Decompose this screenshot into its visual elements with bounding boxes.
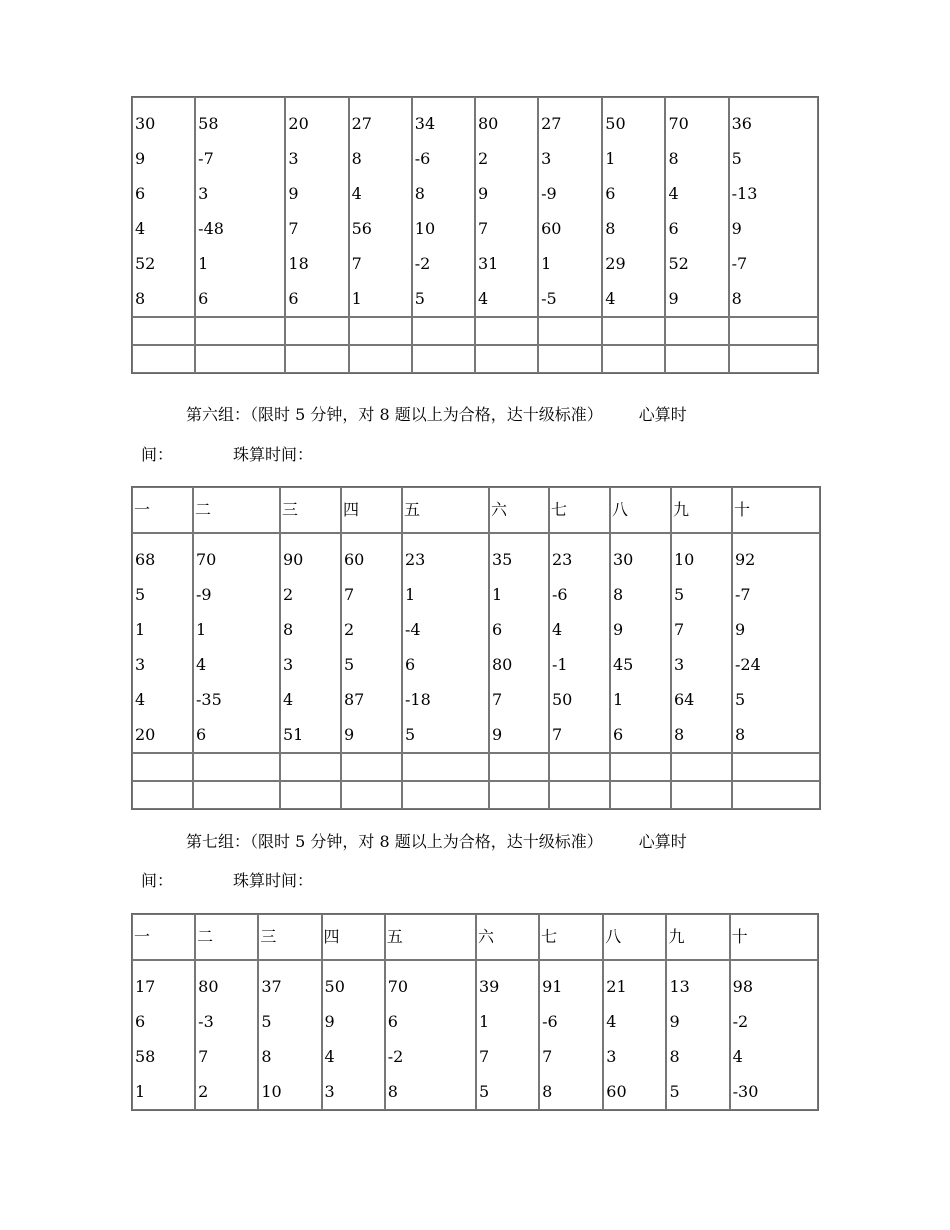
- problem-number: -6: [552, 585, 568, 604]
- answer-cell[interactable]: [285, 317, 348, 345]
- answer-cell[interactable]: [195, 345, 285, 373]
- problem-number: 10: [261, 1082, 282, 1101]
- problem-number: 18: [288, 254, 309, 273]
- problem-number: 36: [731, 114, 752, 133]
- problem-number: 5: [669, 1082, 680, 1101]
- problem-number: 8: [283, 620, 294, 639]
- problem-cell: [603, 960, 666, 1110]
- mental-time-label: 心算时: [638, 405, 687, 424]
- answer-cell[interactable]: [402, 753, 489, 781]
- problem-number: -2: [387, 1047, 404, 1066]
- problem-number: 80: [492, 655, 513, 674]
- problem-number: 3: [283, 655, 294, 674]
- column-header: 二: [193, 487, 280, 533]
- problem-number: 7: [674, 620, 685, 639]
- answer-cell[interactable]: [665, 317, 728, 345]
- problem-number: 50: [324, 977, 345, 996]
- answer-cell[interactable]: [602, 345, 665, 373]
- problem-cell: [195, 960, 258, 1110]
- problem-number: 1: [351, 289, 362, 308]
- problem-number: 8: [605, 219, 616, 238]
- problem-number: 8: [731, 289, 742, 308]
- problem-number: 17: [135, 977, 156, 996]
- problem-cell: [132, 97, 195, 317]
- problem-number: 90: [283, 550, 304, 569]
- answer-cell[interactable]: [412, 345, 475, 373]
- numbers-row: [132, 533, 820, 753]
- problem-number: 2: [477, 149, 489, 168]
- problem-number: 56: [351, 219, 372, 238]
- column-header: 六: [476, 914, 539, 960]
- problem-number: 6: [492, 620, 503, 639]
- problem-number: 60: [606, 1082, 627, 1101]
- problem-cell: [258, 960, 321, 1110]
- problem-number: 4: [732, 1047, 743, 1066]
- problem-number: 3: [674, 655, 685, 674]
- column-header: 九: [666, 914, 729, 960]
- problem-cell: [280, 533, 341, 753]
- problem-number: 4: [606, 1012, 617, 1031]
- problem-number: 3: [198, 184, 209, 203]
- problem-cell: [730, 960, 818, 1110]
- problem-number: 5: [674, 585, 685, 604]
- answer-cell[interactable]: [341, 781, 402, 809]
- problem-number: 8: [669, 1047, 680, 1066]
- problem-number: 3: [541, 149, 552, 168]
- problem-number: 7: [477, 219, 489, 238]
- answer-cell[interactable]: [402, 781, 489, 809]
- problem-number: 9: [477, 184, 489, 203]
- column-header: 十: [730, 914, 818, 960]
- problem-number: 21: [606, 977, 627, 996]
- group7-time-line: [141, 868, 313, 891]
- group5-table: [131, 96, 819, 374]
- column-header: 四: [322, 914, 385, 960]
- problem-number: 92: [735, 550, 756, 569]
- problem-number: -3: [198, 1012, 214, 1031]
- problem-number: 70: [668, 114, 689, 133]
- answer-cell[interactable]: [280, 781, 341, 809]
- problem-number: 9: [492, 725, 503, 744]
- problem-number: 6: [196, 725, 207, 744]
- mental-time-label-cont: 间：: [141, 445, 174, 464]
- problem-number: 7: [492, 690, 503, 709]
- problem-number: 35: [492, 550, 513, 569]
- problem-cell: [729, 97, 818, 317]
- problem-number: 7: [351, 254, 362, 273]
- problem-number: 7: [542, 1047, 553, 1066]
- answer-cell[interactable]: [732, 781, 820, 809]
- problem-number: 60: [541, 219, 562, 238]
- problem-cell: [549, 533, 610, 753]
- column-header: 六: [489, 487, 549, 533]
- answer-cell[interactable]: [538, 345, 602, 373]
- group6-title: 第六组：（限时 5 分钟，对 8 题以上为合格，达十级标准）: [186, 405, 603, 424]
- problem-number: 70: [196, 550, 217, 569]
- column-header: 二: [195, 914, 258, 960]
- problem-number: 6: [668, 219, 679, 238]
- answer-cell[interactable]: [193, 753, 280, 781]
- problem-number: 3: [606, 1047, 617, 1066]
- problem-number: -2: [732, 1012, 749, 1031]
- answer-row: [132, 345, 818, 373]
- problem-number: 6: [605, 184, 616, 203]
- problem-number: -1: [552, 655, 568, 674]
- answer-cell[interactable]: [132, 345, 195, 373]
- problem-number: 10: [414, 219, 436, 238]
- problem-number: 68: [135, 550, 156, 569]
- column-header: 一: [132, 487, 193, 533]
- problem-number: 4: [135, 219, 146, 238]
- problem-cell: [665, 97, 728, 317]
- problem-number: -48: [198, 219, 224, 238]
- problem-number: 30: [135, 114, 156, 133]
- numbers-row: [132, 97, 818, 317]
- answer-cell[interactable]: [538, 317, 602, 345]
- header-row: [132, 914, 818, 960]
- problem-number: 7: [288, 219, 299, 238]
- column-header: 五: [402, 487, 489, 533]
- problem-number: 3: [135, 655, 146, 674]
- problem-number: 6: [405, 655, 416, 674]
- problem-number: -30: [732, 1082, 759, 1101]
- problem-number: 8: [351, 149, 362, 168]
- problem-number: 4: [477, 289, 489, 308]
- problem-number: 5: [405, 725, 416, 744]
- problem-number: 70: [387, 977, 409, 996]
- problem-number: 1: [492, 585, 503, 604]
- problem-cell: [132, 960, 195, 1110]
- header-row: [132, 487, 820, 533]
- problem-cell: [285, 97, 348, 317]
- answer-cell[interactable]: [610, 753, 671, 781]
- problem-number: 6: [387, 1012, 398, 1031]
- problem-number: 6: [288, 289, 299, 308]
- problem-cell: [195, 97, 285, 317]
- problem-number: 20: [288, 114, 309, 133]
- problem-number: 6: [135, 184, 146, 203]
- problem-number: 1: [196, 620, 207, 639]
- problem-number: 34: [414, 114, 436, 133]
- group7-heading: [186, 832, 687, 852]
- problem-number: 8: [414, 184, 425, 203]
- problem-number: 7: [552, 725, 563, 744]
- problem-number: 9: [135, 149, 146, 168]
- problem-number: 9: [288, 184, 299, 203]
- problem-number: 5: [414, 289, 425, 308]
- problem-number: 1: [135, 1082, 146, 1101]
- problem-cell: [402, 533, 489, 753]
- answer-cell[interactable]: [349, 345, 412, 373]
- problem-number: 60: [344, 550, 365, 569]
- problem-number: 80: [198, 977, 219, 996]
- problem-number: 98: [732, 977, 753, 996]
- answer-cell[interactable]: [412, 317, 475, 345]
- answer-cell[interactable]: [475, 317, 538, 345]
- problem-number: 5: [135, 585, 146, 604]
- problem-number: 9: [669, 1012, 680, 1031]
- problem-number: 52: [135, 254, 156, 273]
- problem-number: -35: [196, 690, 222, 709]
- answer-cell[interactable]: [489, 781, 549, 809]
- problem-number: 91: [542, 977, 563, 996]
- problem-number: 9: [613, 620, 624, 639]
- group7-title: 第七组：（限时 5 分钟，对 8 题以上为合格，达十级标准）: [186, 832, 603, 851]
- answer-cell[interactable]: [285, 345, 348, 373]
- problem-cell: [476, 960, 539, 1110]
- column-header: 十: [732, 487, 820, 533]
- column-header: 三: [280, 487, 341, 533]
- problem-number: 8: [674, 725, 685, 744]
- abacus-time-label: 珠算时间：: [233, 871, 314, 890]
- problem-number: 1: [135, 620, 146, 639]
- problem-number: 30: [613, 550, 634, 569]
- column-header: 八: [603, 914, 666, 960]
- problem-number: 8: [387, 1082, 398, 1101]
- answer-row: [132, 317, 818, 345]
- answer-cell[interactable]: [549, 753, 610, 781]
- problem-number: 3: [288, 149, 299, 168]
- problem-cell: [193, 533, 280, 753]
- answer-cell[interactable]: [132, 781, 193, 809]
- problem-cell: [385, 960, 476, 1110]
- problem-number: 1: [605, 149, 616, 168]
- problem-number: 5: [731, 149, 742, 168]
- answer-cell[interactable]: [193, 781, 280, 809]
- group6-heading: [186, 405, 687, 425]
- problem-cell: [341, 533, 402, 753]
- answer-cell[interactable]: [610, 781, 671, 809]
- problem-number: 6: [613, 725, 624, 744]
- problem-number: -9: [196, 585, 212, 604]
- problem-cell: [610, 533, 671, 753]
- problem-number: 6: [198, 289, 209, 308]
- problem-cell: [538, 97, 602, 317]
- abacus-time-label: 珠算时间：: [233, 445, 314, 464]
- problem-number: 5: [261, 1012, 272, 1031]
- problem-number: 29: [605, 254, 626, 273]
- problem-number: 9: [731, 219, 742, 238]
- problem-number: -7: [735, 585, 751, 604]
- column-header: 七: [549, 487, 610, 533]
- problem-cell: [475, 97, 538, 317]
- problem-number: 2: [344, 620, 355, 639]
- answer-cell[interactable]: [665, 345, 728, 373]
- problem-number: 1: [478, 1012, 490, 1031]
- problem-number: 58: [198, 114, 219, 133]
- group7-table: [131, 913, 819, 1111]
- problem-number: 87: [344, 690, 365, 709]
- problem-number: 7: [198, 1047, 209, 1066]
- answer-cell[interactable]: [671, 753, 732, 781]
- problem-number: 2: [198, 1082, 209, 1101]
- problem-number: 5: [478, 1082, 490, 1101]
- answer-cell[interactable]: [349, 317, 412, 345]
- answer-row: [132, 781, 820, 809]
- problem-number: -9: [541, 184, 557, 203]
- problem-cell: [132, 533, 193, 753]
- answer-cell[interactable]: [549, 781, 610, 809]
- problem-number: 1: [405, 585, 416, 604]
- column-header: 八: [610, 487, 671, 533]
- problem-number: 9: [735, 620, 746, 639]
- problem-cell: [412, 97, 475, 317]
- problem-cell: [732, 533, 820, 753]
- column-header: 九: [671, 487, 732, 533]
- problem-number: 27: [351, 114, 372, 133]
- problem-number: 5: [344, 655, 355, 674]
- answer-cell[interactable]: [132, 317, 195, 345]
- problem-number: 4: [605, 289, 616, 308]
- problem-number: 1: [198, 254, 209, 273]
- problem-number: 4: [351, 184, 362, 203]
- answer-cell[interactable]: [341, 753, 402, 781]
- problem-cell: [602, 97, 665, 317]
- numbers-row: [132, 960, 818, 1110]
- problem-number: 20: [135, 725, 156, 744]
- problem-number: -13: [731, 184, 758, 203]
- problem-number: 4: [283, 690, 294, 709]
- problem-number: 6: [135, 1012, 146, 1031]
- problem-number: 50: [605, 114, 626, 133]
- problem-number: 37: [261, 977, 282, 996]
- problem-cell: [666, 960, 729, 1110]
- problem-number: 7: [344, 585, 355, 604]
- problem-number: -24: [735, 655, 761, 674]
- problem-number: 4: [668, 184, 679, 203]
- column-header: 五: [385, 914, 476, 960]
- answer-row: [132, 753, 820, 781]
- problem-cell: [671, 533, 732, 753]
- problem-number: 39: [478, 977, 500, 996]
- problem-number: 8: [735, 725, 746, 744]
- problem-number: -5: [541, 289, 557, 308]
- problem-number: 4: [324, 1047, 335, 1066]
- group6-time-line: [141, 442, 313, 465]
- problem-number: 8: [135, 289, 146, 308]
- problem-number: 58: [135, 1047, 156, 1066]
- problem-number: 1: [541, 254, 552, 273]
- problem-number: 45: [613, 655, 634, 674]
- problem-number: 8: [261, 1047, 272, 1066]
- problem-number: 5: [735, 690, 746, 709]
- column-header: 一: [132, 914, 195, 960]
- problem-number: 2: [283, 585, 294, 604]
- problem-cell: [489, 533, 549, 753]
- problem-number: 9: [668, 289, 679, 308]
- problem-number: 8: [613, 585, 624, 604]
- problem-number: 4: [196, 655, 207, 674]
- problem-number: 4: [552, 620, 563, 639]
- answer-cell[interactable]: [132, 753, 193, 781]
- answer-cell[interactable]: [729, 317, 818, 345]
- problem-number: -6: [542, 1012, 558, 1031]
- problem-number: 27: [541, 114, 562, 133]
- mental-time-label: 心算时: [638, 832, 687, 851]
- answer-cell[interactable]: [602, 317, 665, 345]
- problem-number: 23: [552, 550, 573, 569]
- answer-cell[interactable]: [729, 345, 818, 373]
- problem-number: 1: [613, 690, 624, 709]
- problem-number: 7: [478, 1047, 490, 1066]
- answer-cell[interactable]: [475, 345, 538, 373]
- problem-number: 64: [674, 690, 695, 709]
- problem-number: 9: [344, 725, 355, 744]
- problem-cell: [349, 97, 412, 317]
- problem-number: -18: [405, 690, 431, 709]
- group6-table: [131, 486, 821, 810]
- answer-cell[interactable]: [671, 781, 732, 809]
- problem-number: 8: [542, 1082, 553, 1101]
- problem-number: 50: [552, 690, 573, 709]
- mental-time-label-cont: 间：: [141, 871, 174, 890]
- column-header: 四: [341, 487, 402, 533]
- problem-number: 9: [324, 1012, 335, 1031]
- problem-number: 52: [668, 254, 689, 273]
- problem-number: -7: [198, 149, 214, 168]
- problem-number: -4: [405, 620, 421, 639]
- problem-number: -2: [414, 254, 431, 273]
- answer-cell[interactable]: [195, 317, 285, 345]
- problem-cell: [322, 960, 385, 1110]
- problem-cell: [539, 960, 603, 1110]
- column-header: 七: [539, 914, 603, 960]
- column-header: 三: [258, 914, 321, 960]
- problem-number: -6: [414, 149, 431, 168]
- problem-number: 31: [477, 254, 499, 273]
- problem-number: 51: [283, 725, 304, 744]
- answer-cell[interactable]: [280, 753, 341, 781]
- problem-number: 3: [324, 1082, 335, 1101]
- problem-number: 13: [669, 977, 690, 996]
- problem-number: 8: [668, 149, 679, 168]
- problem-number: 80: [477, 114, 499, 133]
- problem-number: 10: [674, 550, 695, 569]
- problem-number: -7: [731, 254, 748, 273]
- answer-cell[interactable]: [489, 753, 549, 781]
- problem-number: 4: [135, 690, 146, 709]
- answer-cell[interactable]: [732, 753, 820, 781]
- problem-number: 23: [405, 550, 426, 569]
